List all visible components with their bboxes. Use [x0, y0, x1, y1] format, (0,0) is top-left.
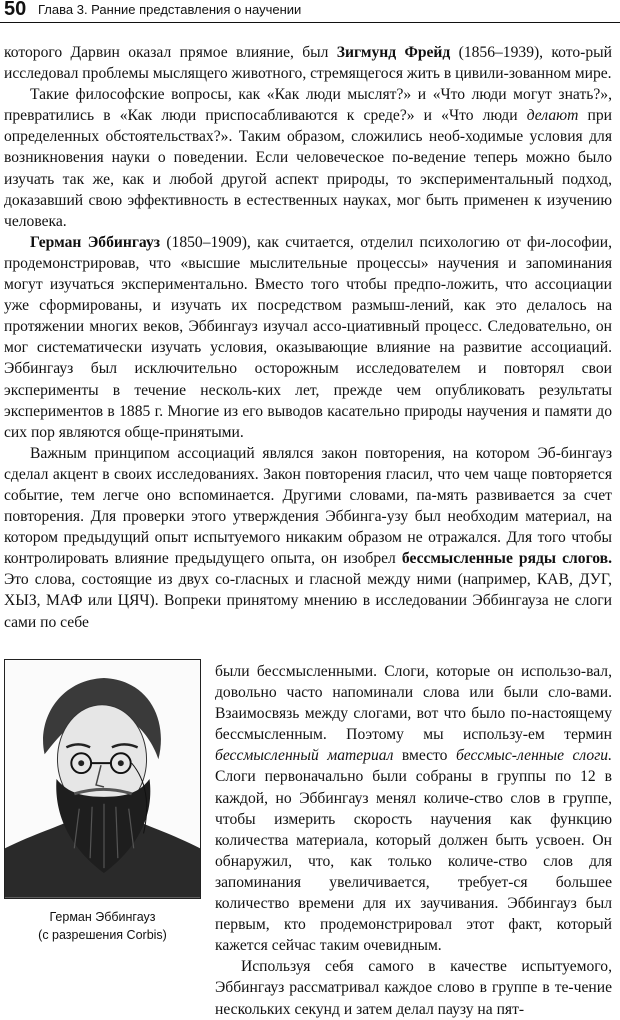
paragraph-4 — [4, 443, 612, 633]
text-run: были бессмысленными. Слоги, которые он использо-вал, довольно часто напоминали слова или были сло-вами. Взаимосвязь между слогами, вот что было по-настоящему бессмысленным. Поэтому мы использу-ем термин — [215, 663, 612, 744]
text-run: Слоги первоначально были собраны в группы по 12 в каждой, но Эббингауз менял количе-ство слов в группе, чтобы измерить скорость научения как функцию количества материала, который должен быть усвоен. Он обнаружил, что, как только количе-ство слов для запоминания увеличивается, требует-ся большее количество времени для их заучивания. Эббингауз был первым, кто продемонстрировал этот факт, который кажется сейчас таким очевидным. — [215, 768, 612, 955]
figure-caption — [0, 908, 205, 944]
text-run: Это слова, состоящие из двух со-гласных и гласной между ними (например, КАВ, ДУГ, ХЫЗ, МАФ или ЦЯЧ). Вопреки принятому мнению в исследовании Эббингауза не слоги сами по себе — [4, 571, 612, 631]
wrapped-text-column — [215, 661, 612, 1020]
italic-term: делают — [526, 107, 579, 125]
text-run: Важным принципом ассоциаций являлся закон повторения, на котором Эб-бингауз сделал акцент в своих исследованиях. Закон повторения гласил, что чем чаще повторяется событие, тем легче оно вспоминается. Другими словами, па-мять развивается за счет повторения. Для проверки этого утверждения Эббинга-узу был необходим материал, на котором предыдущий опыт испытуемого никаким образом не отражался. Для того чтобы контролировать влияние предыдущего опыта, он изобрел — [4, 444, 612, 568]
text-run: вместо — [393, 747, 456, 765]
caption-line-2: (с разрешения Corbis) — [38, 928, 167, 942]
ebbinghaus-portrait-illustration — [5, 660, 200, 898]
paragraph-5 — [215, 956, 612, 1019]
caption-line-1: Герман Эббингауз — [49, 910, 156, 924]
running-head: Глава 3. Ранние представления о научении — [38, 2, 302, 17]
paragraph-1 — [4, 42, 612, 84]
paragraph-2 — [4, 84, 612, 232]
portrait-figure — [4, 659, 201, 899]
text-run: (1856–1939), кото-рый исследовал проблемы мыслящего животного, стремящегося жить в цивили-зованном мире. — [4, 44, 612, 83]
page-header — [0, 0, 620, 23]
paragraph-3 — [4, 232, 612, 443]
bold-term-ebbinghaus: Герман Эббингауз — [30, 233, 161, 251]
text-run: (1850–1909), как считается, отделил психологию от фи-лософии, продемонстрировав, что «высшие мыслительные процессы» научения и запоминания могут изучаться экспериментально. Вместо того чтобы предпо-ложить, что ассоциации уже сформированы, и изучать их посредством размыш-лений, как это делалось на протяжении многих веков, Эббингауз изучал ассо-циативный процесс. Следовательно, он мог систематически изучать условия, оказывающие влияние на развитие ассоциаций. Эббингауз был исключительно осторожным исследователем и повторял свои эксперименты в течение несколь-ких лет, прежде чем опубликовать результаты экспериментов в 1885 г. Многие из его выводов касательно природы научения и памяти до сих пор являются обще-принятыми. — [4, 233, 612, 441]
main-text-column — [4, 42, 612, 633]
text-run: Такие философские вопросы, как «Как люди мыслят?» и «Что люди могут знать?», превратились в «Как люди приспосабливаются к среде?» и «Что люди — [4, 86, 612, 125]
text-run: при определенных обстоятельствах?». Таким образом, сложились необ-ходимые условия для возникновения науки о поведении. Если человеческое по-ведение теперь можно было изучать так же, как и любой другой аспект природы, то экспериментальный подход, доказавший свою эффективность в естественных науках, мог быть применен к изучению человека. — [4, 107, 613, 230]
paragraph-4-continued — [215, 661, 612, 956]
bold-term-nonsense-syllables: бессмысленные ряды слогов. — [401, 550, 612, 568]
bold-term-freud: Зигмунд Фрейд — [336, 44, 451, 61]
italic-term: бессмыс-ленные слоги. — [455, 747, 612, 765]
text-run: Используя себя самого в качестве испытуемого, Эббингауз рассматривал каждое слово в группе в те-чение нескольких секунд и затем делал паузу на пят- — [215, 958, 612, 1018]
text-run: которого Дарвин оказал прямое влияние, был — [4, 44, 337, 61]
italic-term: бессмысленный материал — [215, 747, 394, 765]
page-number: 50 — [4, 0, 27, 20]
